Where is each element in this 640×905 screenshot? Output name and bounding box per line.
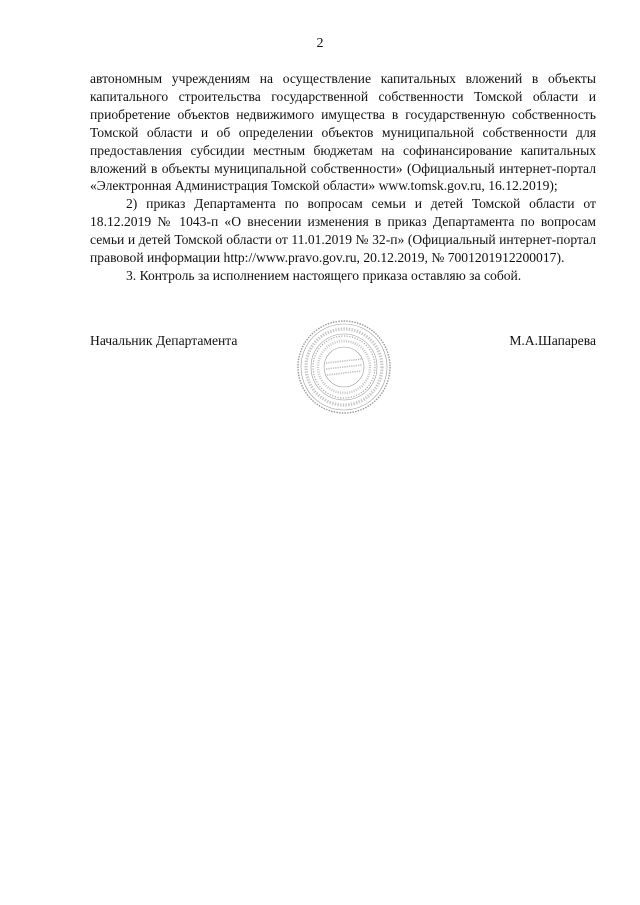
paragraph-item-3: 3. Контроль за исполнением настоящего приказа оставляю за собой. [126,267,522,283]
signatory-name: М.А.Шапарева [509,333,596,348]
page-number: 2 [316,36,324,51]
signatory-title: Начальник Департамента [90,333,238,348]
document-body [90,70,596,285]
paragraph-continuation: автономным учреждениям на осуществление капитальных вложений в объекты капитального строительства государственной собственности Томской области и приобретение объектов недвижимого имущества в государственную собственность Томской области и об определении объектов муниципальной собственности для предоставления субсидии местным бюджетам на софинансирование капитальных вложений в объекты муниципальной собственности» (Официальный интернет-портал «Электронная Администрация Томской области» www.tomsk.gov.ru, 16.12.2019); [90,71,596,194]
official-seal-stamp [296,319,392,415]
paragraph-item-2: 2) приказ Департамента по вопросам семьи и детей Томской области от 18.12.2019 № 1043-п «О внесении изменения в приказ Департамента по вопросам семьи и детей Томской области от 11.01.2019 № 32-п» (Официальный интернет-портал правовой информации http://www.pravo.gov.ru, 20.12.2019, № 7001201912200017). [90,196,596,266]
